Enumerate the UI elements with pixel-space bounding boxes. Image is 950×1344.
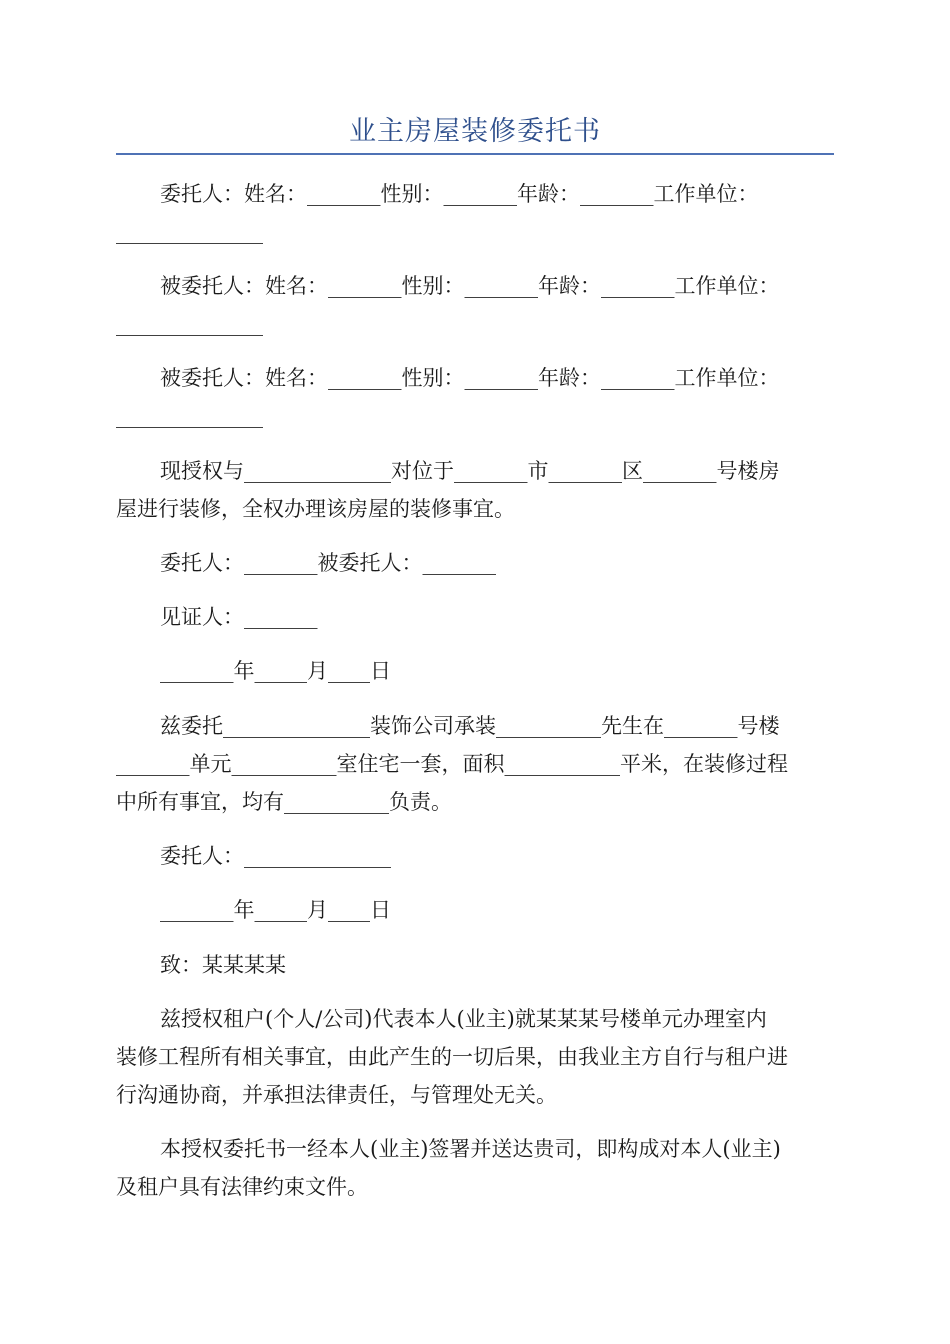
authorization-paragraph-line-2: 屋进行装修，全权办理该房屋的装修事宜。 bbox=[116, 497, 515, 521]
addressee-line: 致：某某某某 bbox=[160, 953, 286, 977]
title-underline bbox=[116, 153, 834, 155]
date-line-2: _______年_____月____日 bbox=[160, 898, 391, 922]
signature-principal-agent: 委托人：_______被委托人：_______ bbox=[160, 551, 496, 575]
commission-paragraph-line-2: _______单元__________室住宅一套，面积___________平米，在装修过程 bbox=[116, 752, 788, 776]
signature-witness: 见证人：_______ bbox=[160, 605, 318, 629]
tenant-authorization-line-3: 行沟通协商，并承担法律责任，与管理处无关。 bbox=[116, 1083, 557, 1107]
principal-work-unit-blank: ______________ bbox=[116, 220, 263, 244]
signature-principal-2: 委托人：______________ bbox=[160, 844, 391, 868]
agent-line-2: 被委托人：姓名：_______性别：_______年龄：_______工作单位： bbox=[160, 366, 780, 390]
agent-2-work-unit-blank: ______________ bbox=[116, 404, 263, 428]
binding-statement-line-2: 及租户具有法律约束文件。 bbox=[116, 1175, 368, 1199]
commission-paragraph-line-3: 中所有事宜，均有__________负责。 bbox=[116, 790, 452, 814]
tenant-authorization-line-2: 装修工程所有相关事宜，由此产生的一切后果，由我业主方自行与租户进 bbox=[116, 1045, 788, 1069]
principal-line: 委托人：姓名：_______性别：_______年龄：_______工作单位： bbox=[160, 182, 759, 206]
tenant-authorization-line-1: 兹授权租户(个人/公司)代表本人(业主)就某某某号楼单元办理室内 bbox=[160, 1007, 767, 1031]
agent-line-1: 被委托人：姓名：_______性别：_______年龄：_______工作单位： bbox=[160, 274, 780, 298]
document-title: 业主房屋装修委托书 bbox=[349, 116, 601, 147]
binding-statement-line-1: 本授权委托书一经本人(业主)签署并送达贵司，即构成对本人(业主) bbox=[160, 1137, 781, 1161]
commission-paragraph-line-1: 兹委托______________装饰公司承装__________先生在_______号楼 bbox=[160, 714, 780, 738]
authorization-paragraph-line-1: 现授权与______________对位于_______市_______区_______号楼房 bbox=[160, 459, 780, 483]
document-page bbox=[116, 0, 834, 1344]
date-line-1: _______年_____月____日 bbox=[160, 659, 391, 683]
agent-1-work-unit-blank: ______________ bbox=[116, 312, 263, 336]
